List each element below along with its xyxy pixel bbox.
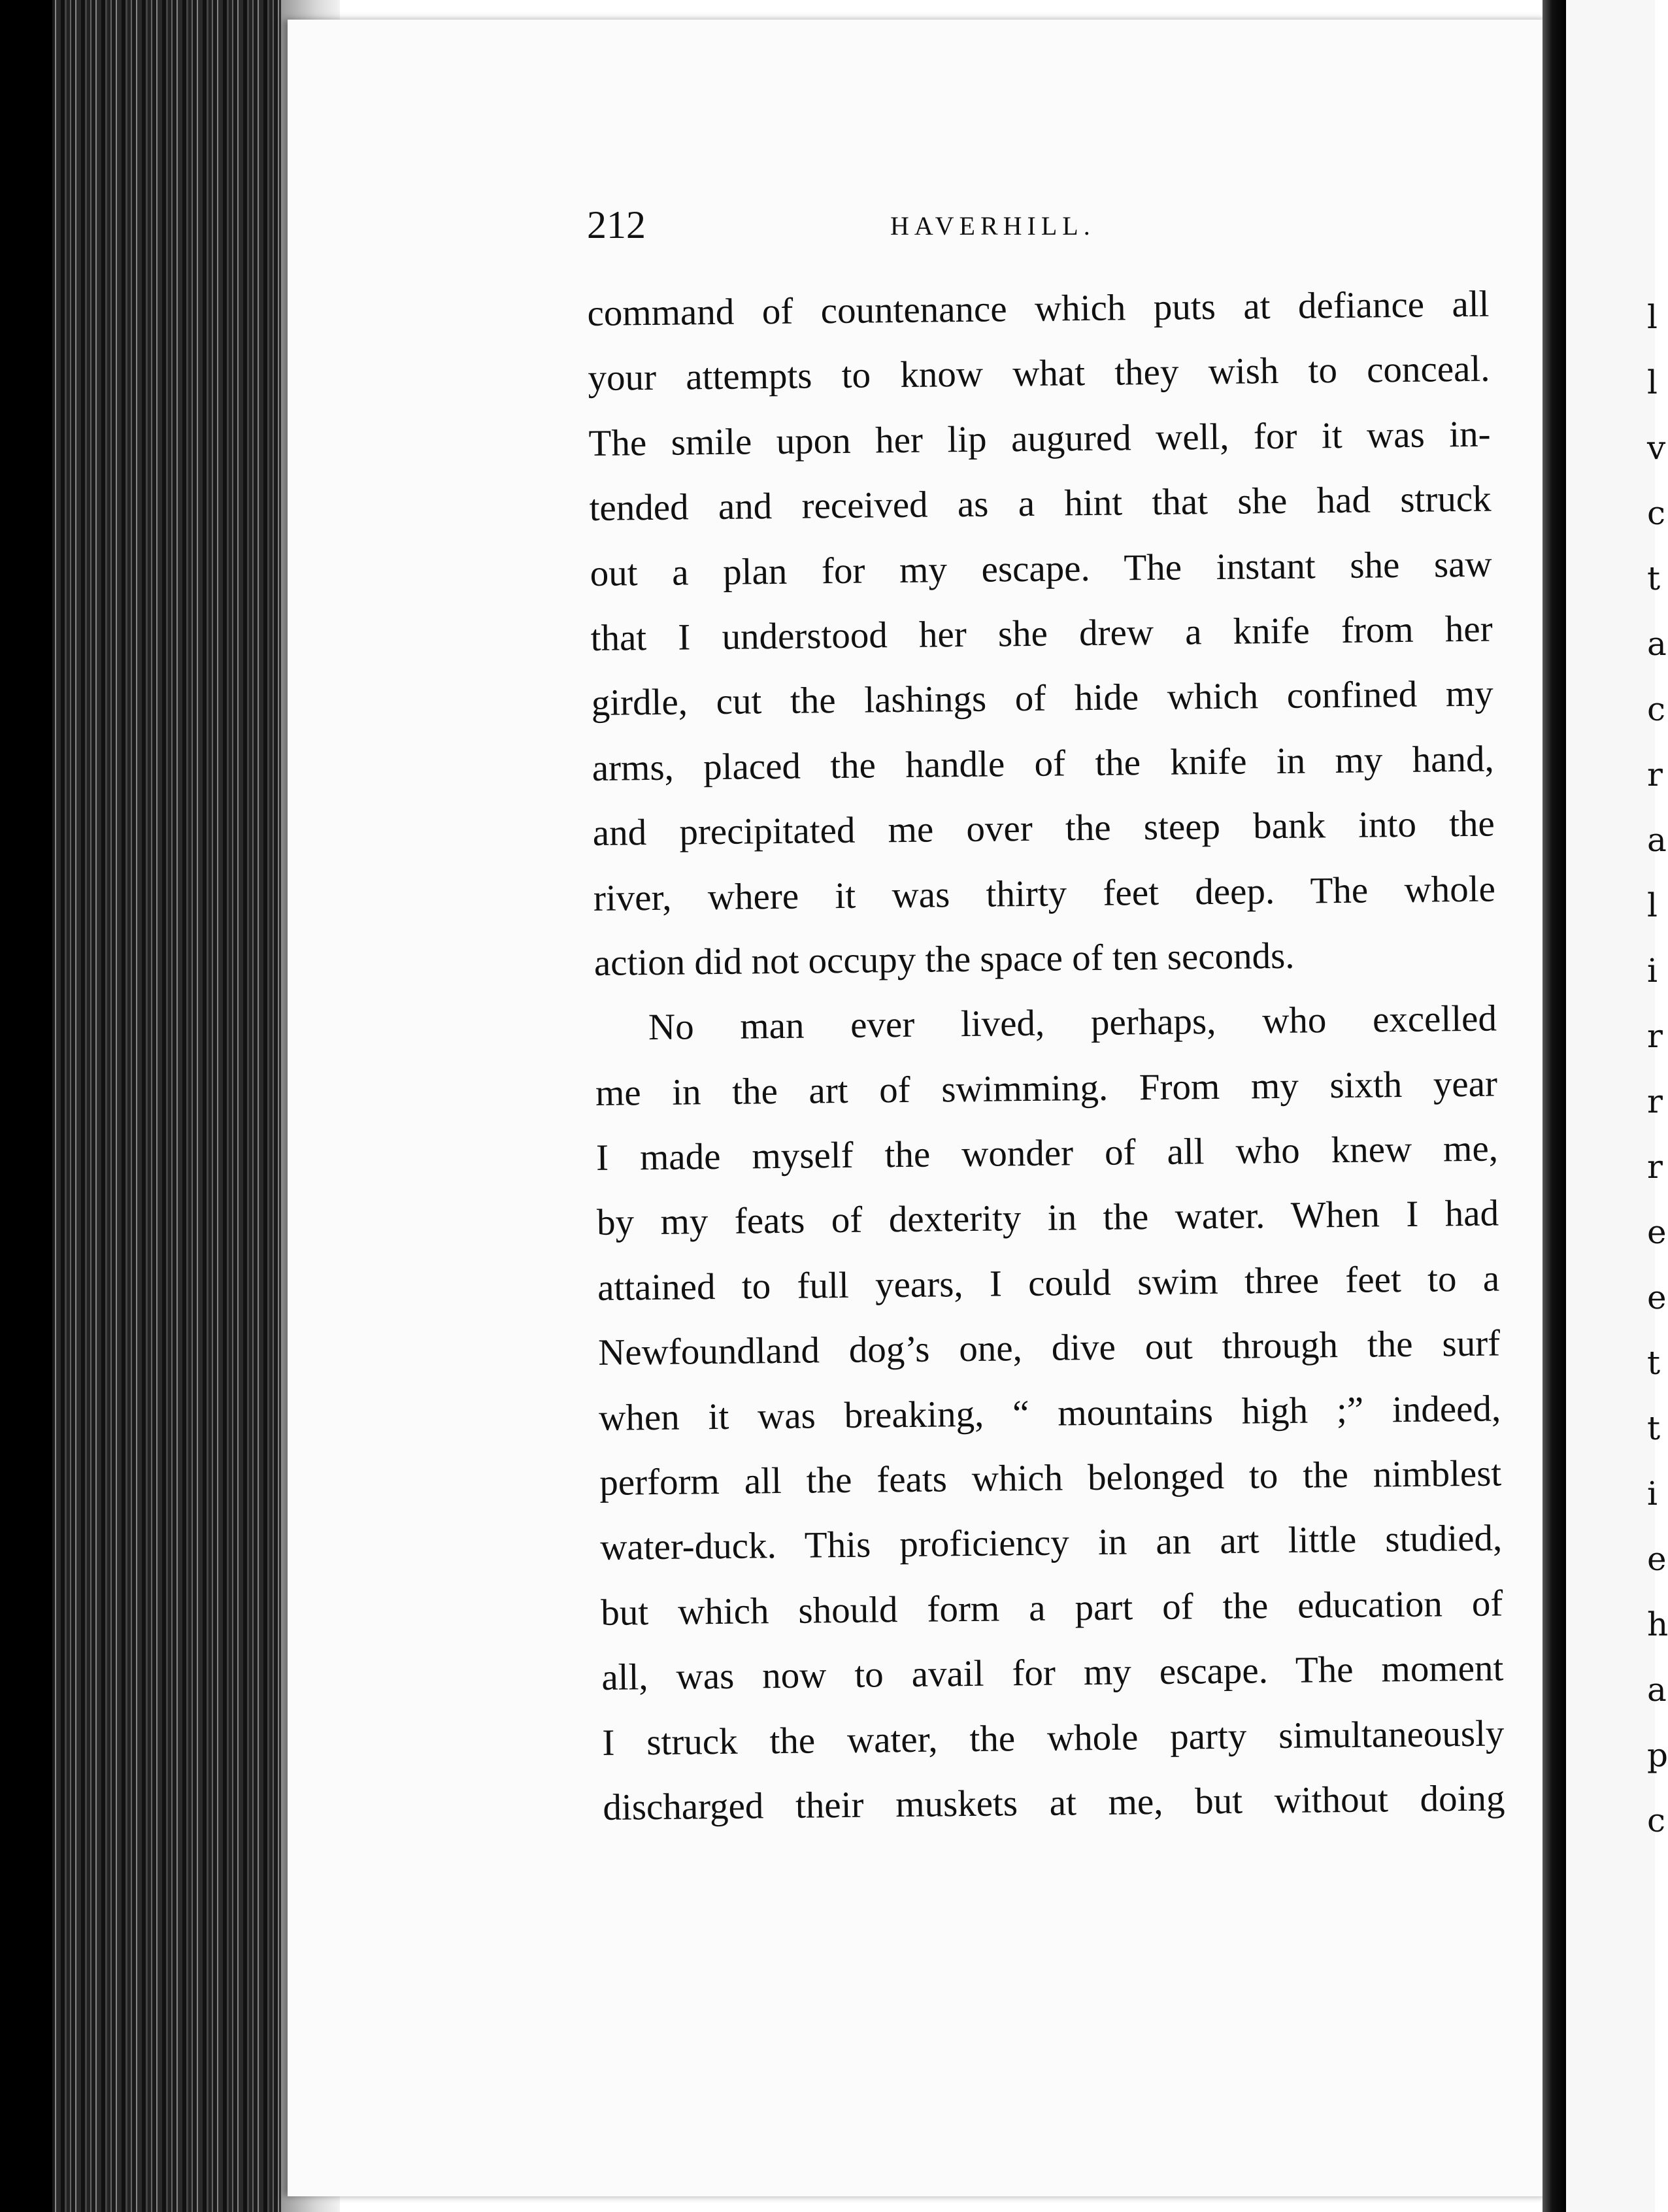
facing-fragment: t [1647, 560, 1661, 597]
text-line: your attempts to know what they wish to conceal. [588, 348, 1490, 399]
facing-fragment: e [1647, 1213, 1667, 1251]
text-line: that I understood her she drew a knife from her [590, 608, 1493, 659]
facing-fragment: e [1647, 1279, 1667, 1316]
facing-fragment: c [1647, 690, 1666, 728]
facing-fragment: p [1647, 1736, 1668, 1774]
facing-fragment: l [1647, 363, 1658, 401]
facing-fragment: i [1647, 1475, 1658, 1513]
text-line: but which should form a part of the education of [601, 1583, 1503, 1634]
text-line: water-duck. This proficiency in an art little studied, [599, 1517, 1503, 1569]
text-line: by my feats of dexterity in the water. When I had [596, 1192, 1499, 1244]
facing-fragment: i [1647, 952, 1658, 990]
facing-fragment: l [1647, 886, 1658, 924]
text-line: I struck the water, the whole party simultaneously [602, 1713, 1505, 1764]
facing-fragment: a [1647, 625, 1667, 663]
facing-fragment: r [1647, 1082, 1663, 1120]
text-line: girdle, cut the lashings of hide which confined my [591, 673, 1494, 724]
body-text [587, 272, 1505, 1841]
facing-fragment: a [1647, 1671, 1667, 1709]
facing-fragment: r [1647, 756, 1663, 794]
facing-fragment: e [1647, 1540, 1667, 1578]
running-head [587, 203, 1476, 255]
text-line: The smile upon her lip augured well, for it was in- [588, 413, 1491, 464]
text-line: river, where it was thirty feet deep. The whole [593, 868, 1496, 919]
text-line: and precipitated me over the steep bank into the [592, 803, 1495, 854]
text-line: Newfoundland dog’s one, dive out through the surf [597, 1322, 1501, 1374]
text-line: perform all the feats which belonged to the nimblest [599, 1452, 1502, 1503]
text-line: discharged their muskets at me, but without doing [603, 1777, 1505, 1828]
book-gutter [1543, 0, 1566, 2212]
text-line: I made myself the wonder of all who knew me, [595, 1128, 1499, 1179]
text-line: when it was breaking, “ mountains high ;” indeed, [598, 1388, 1501, 1439]
text-line: me in the art of swimming. From my sixth year [595, 1063, 1498, 1114]
text-line: action did not occupy the space of ten seconds. [593, 935, 1295, 984]
facing-fragment: c [1647, 494, 1666, 532]
text-line: all, was now to avail for my escape. The moment [601, 1647, 1504, 1699]
running-title: HAVERHILL. [890, 211, 1095, 241]
text-line: arms, placed the handle of the knife in my hand, [592, 738, 1495, 789]
page-number: 212 [587, 203, 646, 246]
facing-page [1566, 0, 1668, 2212]
text-line: attained to full years, I could swim three feet to a [597, 1258, 1500, 1309]
text-line: out a plan for my escape. The instant she saw [590, 543, 1492, 594]
left-shadow [0, 0, 52, 2212]
text-line: command of countenance which puts at defiance all [587, 283, 1490, 334]
facing-fragment: v [1647, 429, 1666, 467]
text-line: No man ever lived, perhaps, who excelled [648, 997, 1497, 1048]
facing-fragment: r [1647, 1148, 1663, 1186]
facing-fragment: h [1647, 1605, 1668, 1643]
facing-fragment: t [1647, 1409, 1661, 1447]
facing-fragment: a [1647, 821, 1667, 859]
facing-fragment: t [1647, 1344, 1661, 1382]
text-line: tended and received as a hint that she had struck [589, 478, 1492, 529]
facing-fragment: l [1647, 298, 1658, 336]
facing-fragment: r [1647, 1017, 1663, 1055]
facing-fragment: c [1647, 1801, 1666, 1839]
